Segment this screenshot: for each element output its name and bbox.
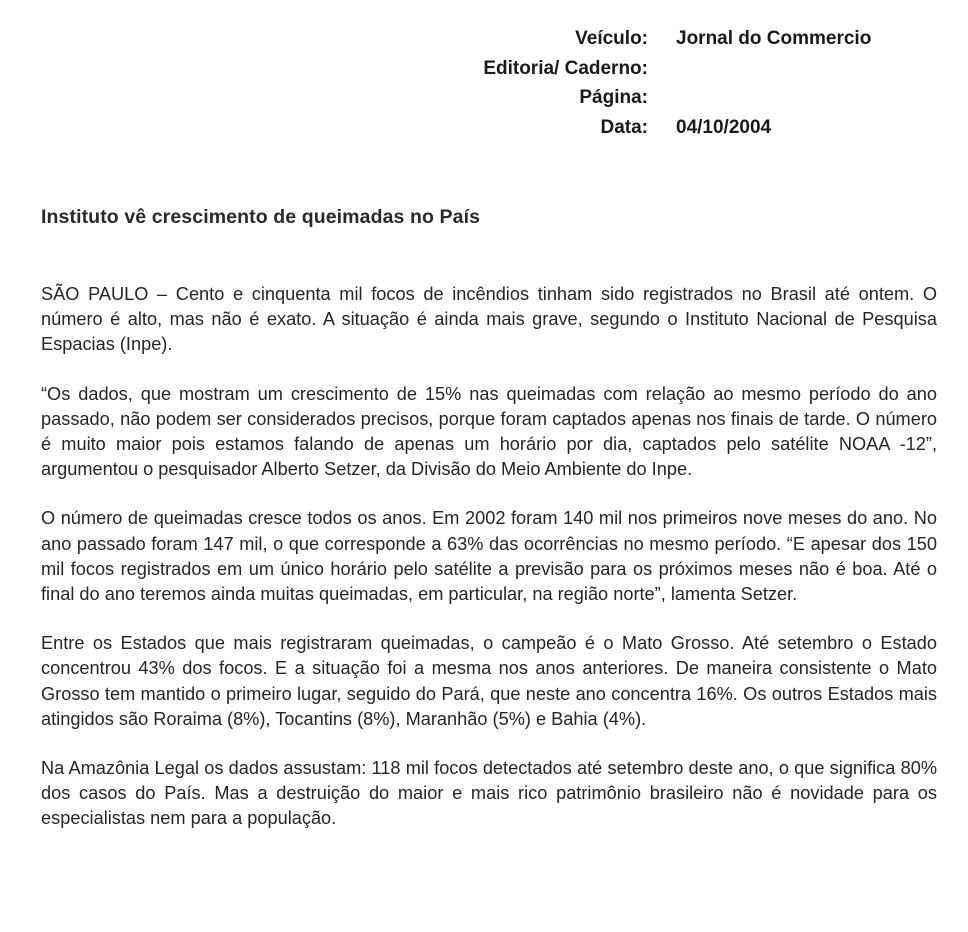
article-paragraph: O número de queimadas cresce todos os anos. Em 2002 foram 140 mil nos primeiros nove meses do ano. No ano passado foram 147 mil, o que corresponde a 63% das ocorrências no mesmo período. “E apesar dos 150 mil focos registrados em um único horário pelo satélite a previsão para os próximos meses não é boa. Até o final do ano teremos ainda muitas queimadas, em particular, na região norte”, lamenta Setzer.	[41, 508, 937, 605]
date-value: 04/10/2004	[676, 116, 772, 138]
page-label: Página:	[579, 87, 648, 108]
section-label: Editoria/ Caderno:	[483, 57, 648, 79]
metadata-row-page	[440, 83, 940, 113]
vehicle-label: Veículo:	[575, 28, 648, 49]
article-paragraph: SÃO PAULO – Cento e cinquenta mil focos de incêndios tinham sido registrados no Brasil até ontem. O número é alto, mas não é exato. A situação é ainda mais grave, segundo o Instituto Nacional de Pesquisa Espacias (Inpe).	[41, 284, 937, 355]
article-paragraph: “Os dados, que mostram um crescimento de 15% nas queimadas com relação ao mesmo período do ano passado, não podem ser considerados precisos, porque foram captados apenas nos finais de tarde. O número é muito maior pois estamos falando de apenas um horário por dia, captados pelo satélite NOAA -12”, argumentou o pesquisador Alberto Setzer, da Divisão do Meio Ambiente do Inpe.	[41, 383, 937, 480]
section-value	[676, 54, 940, 84]
article-body	[41, 282, 937, 856]
vehicle-value: Jornal do Commercio	[676, 28, 872, 49]
metadata-row-date	[440, 113, 940, 143]
publication-metadata	[440, 24, 940, 142]
metadata-row-vehicle	[440, 24, 940, 54]
date-label: Data:	[600, 116, 648, 138]
article-paragraph: Entre os Estados que mais registraram queimadas, o campeão é o Mato Grosso. Até setembro o Estado concentrou 43% dos focos. E a situação foi a mesma nos anos anteriores. De maneira consistente o Mato Grosso tem mantido o primeiro lugar, seguido do Pará, que neste ano concentra 16%. Os outros Estados mais atingidos são Roraima (8%), Tocantins (8%), Maranhão (5%) e Bahia (4%).	[41, 633, 937, 729]
page-value	[676, 83, 940, 113]
metadata-row-section	[440, 54, 940, 84]
article-title: Instituto vê crescimento de queimadas no País	[41, 206, 481, 228]
article-paragraph: Na Amazônia Legal os dados assustam: 118 mil focos detectados até setembro deste ano, o que significa 80% dos casos do País. Mas a destruição do maior e mais rico patrimônio brasileiro não é novidade para os especialistas nem para a população.	[41, 758, 937, 829]
